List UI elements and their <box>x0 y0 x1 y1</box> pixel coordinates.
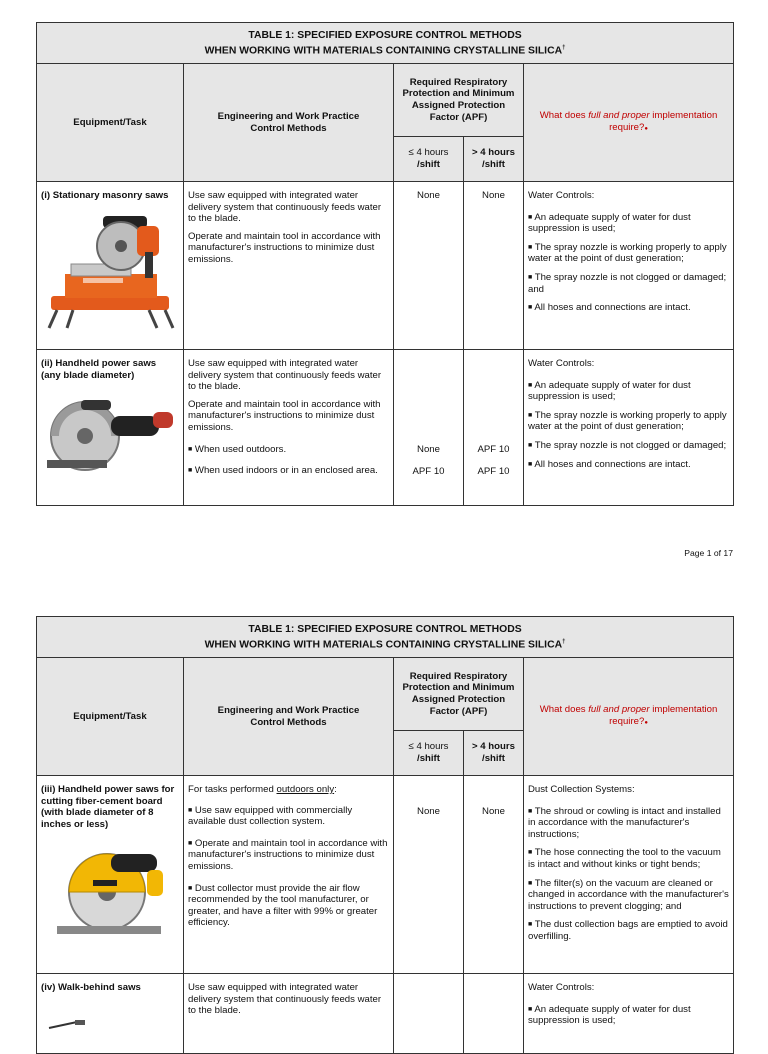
implementation-cell: Water Controls: ■ An adequate supply of water for dust suppression is used; ■ The spray nozzle is working properly to apply water at the point of dust generation; ■ The spray nozzle is not clogged or damaged; ■ All hoses and connections are intact. <box>524 350 734 506</box>
table-title <box>37 23 734 64</box>
table-title-line1: TABLE 1: SPECIFIED EXPOSURE CONTROL METHODS <box>248 30 522 42</box>
masonry-saw-image <box>45 208 177 330</box>
table-row <box>37 350 734 506</box>
bullet-square-icon: ■ <box>528 849 533 857</box>
table-row <box>37 776 734 974</box>
apf-gt4-cell: None <box>464 182 524 350</box>
apf-gt4-cell: APF 10 APF 10 <box>464 350 524 506</box>
apf-gt4-cell: None <box>464 776 524 974</box>
bullet-square-icon: ■ <box>528 807 533 815</box>
circular-saw-image <box>51 840 169 942</box>
header-implementation: What does full and proper implementation require?● <box>524 658 734 776</box>
engineering-cell: For tasks performed outdoors only: ■ Use saw equipped with commercially available dust collection system. ■ Operate and maintain tool in accordance with manufacturer's instructions to minimize dust emissions. ■ Dust collector must provide the air flow recommended by the tool manufacturer, or greater, and have a filter with 99% or greater efficiency. <box>184 776 394 974</box>
table-title-line1: TABLE 1: SPECIFIED EXPOSURE CONTROL METHODS <box>248 624 522 636</box>
header-gt4-hours: > 4 hours /shift <box>464 731 524 776</box>
engineering-cell: Use saw equipped with integrated water delivery system that continuously feeds water to the blade. <box>184 974 394 1054</box>
document-page-2 <box>36 616 733 1054</box>
header-engineering: Engineering and Work Practice Control Methods <box>184 64 394 182</box>
walk-behind-saw-image <box>47 1020 87 1030</box>
apf-le4-cell: None <box>394 182 464 350</box>
bullet-square-icon: ■ <box>528 243 533 251</box>
implementation-cell: Water Controls: ■ An adequate supply of water for dust suppression is used; <box>524 974 734 1054</box>
header-le4-hours: ≤ 4 hours /shift <box>394 731 464 776</box>
exposure-control-table <box>36 22 734 506</box>
apf-gt4-cell <box>464 974 524 1054</box>
bullet-square-icon: ■ <box>528 921 533 929</box>
handheld-power-saw-image <box>41 390 177 482</box>
bullet-square-icon: ■ <box>528 460 533 468</box>
page-number: Page 1 of 17 <box>684 548 733 558</box>
equipment-cell: (ii) Handheld power saws (any blade diameter) <box>37 350 184 506</box>
bullet-square-icon: ■ <box>528 381 533 389</box>
table-title-mark: † <box>562 45 566 52</box>
bullet-square-icon: ■ <box>528 213 533 221</box>
header-le4-hours: ≤ 4 hours /shift <box>394 137 464 182</box>
bullet-square-icon: ■ <box>528 441 533 449</box>
table-title-line2: WHEN WORKING WITH MATERIALS CONTAINING CRYSTALLINE SILICA <box>204 639 563 651</box>
header-equipment: Equipment/Task <box>37 658 184 776</box>
table-title-line2: WHEN WORKING WITH MATERIALS CONTAINING CRYSTALLINE SILICA <box>204 45 563 57</box>
bullet-square-icon: ■ <box>188 839 193 847</box>
header-engineering: Engineering and Work Practice Control Methods <box>184 658 394 776</box>
table-row <box>37 182 734 350</box>
apf-le4-cell <box>394 974 464 1054</box>
apf-le4-cell: None APF 10 <box>394 350 464 506</box>
engineering-cell: Use saw equipped with integrated water delivery system that continuously feeds water to the blade. Operate and maintain tool in accordance with manufacturer's instructions to minimize dust emissions. <box>184 182 394 350</box>
header-equipment: Equipment/Task <box>37 64 184 182</box>
bullet-square-icon: ■ <box>188 445 193 453</box>
bullet-square-icon: ■ <box>188 467 193 475</box>
table-row <box>37 974 734 1054</box>
header-implementation: What does full and proper implementation require?● <box>524 64 734 182</box>
equipment-cell: (iv) Walk-behind saws <box>37 974 184 1054</box>
implementation-cell: Dust Collection Systems: ■ The shroud or cowling is intact and installed in accordance with the manufacturer's instructions; ■ The hose connecting the tool to the vacuum is intact and without kinks or tight bends; ■ The filter(s) on the vacuum are cleaned or changed in accordance with the manufacturer's instructions to prevent clogging; and ■ The dust collection bags are emptied to avoid overfilling. <box>524 776 734 974</box>
implementation-cell: Water Controls: ■ An adequate supply of water for dust suppression is used; ■ The spray nozzle is working properly to apply water at the point of dust generation; ■ The spray nozzle is not clogged or damaged; and ■ All hoses and connections are intact. <box>524 182 734 350</box>
bullet-square-icon: ■ <box>528 411 533 419</box>
exposure-control-table <box>36 616 734 1054</box>
document-page-1 <box>36 22 733 506</box>
equipment-cell: (iii) Handheld power saws for cutting fiber-cement board (with blade diameter of 8 inches or less) <box>37 776 184 974</box>
bullet-square-icon: ■ <box>528 879 533 887</box>
table-title-mark: † <box>562 639 566 646</box>
header-respiratory-protection: Required Respiratory Protection and Minimum Assigned Protection Factor (APF) <box>394 64 524 137</box>
apf-le4-cell: None <box>394 776 464 974</box>
bullet-square-icon: ■ <box>188 806 193 814</box>
header-respiratory-protection: Required Respiratory Protection and Minimum Assigned Protection Factor (APF) <box>394 658 524 731</box>
bullet-square-icon: ■ <box>528 273 533 281</box>
header-gt4-hours: > 4 hours /shift <box>464 137 524 182</box>
equipment-cell: (i) Stationary masonry saws <box>37 182 184 350</box>
bullet-square-icon: ■ <box>188 884 193 892</box>
engineering-cell: Use saw equipped with integrated water delivery system that continuously feeds water to the blade. Operate and maintain tool in accordance with manufacturer's instructions to minimize dust emissions. ■ When used outdoors. ■ When used indoors or in an enclosed area. <box>184 350 394 506</box>
bullet-square-icon: ■ <box>528 1005 533 1013</box>
bullet-square-icon: ■ <box>528 304 533 312</box>
table-title <box>37 617 734 658</box>
